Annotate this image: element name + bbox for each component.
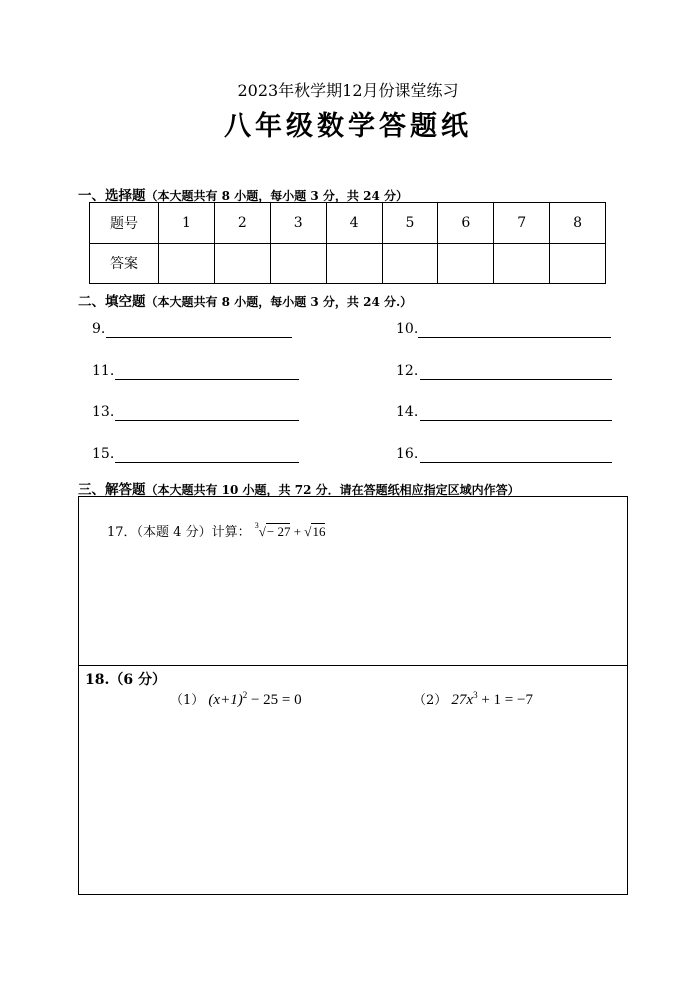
answer-area-frame[interactable] xyxy=(78,496,628,895)
question-number-cell: 1 xyxy=(159,203,215,244)
answer-line-15[interactable] xyxy=(115,462,299,463)
row-header-number: 题号 xyxy=(90,203,159,244)
blank-label-14: 14. xyxy=(396,404,419,420)
section-2-title: 二、填空题 xyxy=(78,294,146,310)
section-1-heading xyxy=(78,184,408,204)
part-1-term: (x+1) xyxy=(208,692,243,708)
part-2-rest: + 1 = −7 xyxy=(477,692,533,708)
section-3-title: 三、解答题 xyxy=(78,482,146,498)
answer-line-14[interactable] xyxy=(420,420,612,421)
answer-grid xyxy=(89,202,606,284)
section-3-heading xyxy=(78,478,520,498)
plus-sign: + xyxy=(293,524,302,539)
part-2-term: 27x xyxy=(451,692,474,708)
question-17-expression xyxy=(254,521,326,539)
answer-cell[interactable] xyxy=(494,243,550,284)
answer-line-12[interactable] xyxy=(420,379,612,380)
blank-label-12: 12. xyxy=(396,363,419,379)
answer-cell[interactable] xyxy=(550,243,606,284)
blank-label-9: 9. xyxy=(92,321,106,337)
part-2-exponent: 3 xyxy=(473,690,478,700)
section-2-heading xyxy=(78,290,412,310)
page-title: 八年级数学答题纸 xyxy=(224,111,472,142)
cube-root-body: − 27 xyxy=(266,524,291,539)
answer-line-16[interactable] xyxy=(420,462,612,463)
question-18-part-2 xyxy=(413,689,533,709)
section-1-title: 一、选择题 xyxy=(78,188,146,204)
blank-label-15: 15. xyxy=(92,446,115,462)
blank-label-13: 13. xyxy=(92,404,115,420)
radical-sign-icon: √ xyxy=(258,524,266,539)
blank-label-10: 10. xyxy=(396,321,419,337)
answer-cell[interactable] xyxy=(326,243,382,284)
part-2-label: （2） xyxy=(413,693,448,708)
answer-line-9[interactable] xyxy=(106,337,292,338)
question-number-cell: 3 xyxy=(270,203,326,244)
answer-row xyxy=(90,243,606,284)
part-1-exponent: 2 xyxy=(242,690,248,700)
exam-subtitle: 2023年秋学期12月份课堂练习 xyxy=(237,81,459,100)
question-number-row xyxy=(90,203,606,244)
section-1-note: （本大题共有 8 小题，每小题 3 分，共 24 分） xyxy=(145,189,408,203)
answer-cell[interactable] xyxy=(159,243,215,284)
row-header-answer: 答案 xyxy=(90,243,159,284)
question-18-part-1 xyxy=(170,689,302,709)
blank-label-16: 16. xyxy=(396,446,419,462)
blank-label-11: 11. xyxy=(92,363,115,379)
question-number-cell: 6 xyxy=(438,203,494,244)
question-number-cell: 5 xyxy=(382,203,438,244)
part-1-expression xyxy=(208,692,301,708)
radical-sign-icon: √ xyxy=(304,524,312,539)
cube-root-index: 3 xyxy=(254,521,259,530)
answer-area-divider xyxy=(78,665,628,666)
answer-cell[interactable] xyxy=(438,243,494,284)
question-18-label: 18.（6 分） xyxy=(85,672,166,688)
part-1-label: （1） xyxy=(170,693,205,708)
question-number-cell: 8 xyxy=(550,203,606,244)
section-3-note: （本大题共有 10 小题，共 72 分．请在答题纸相应指定区域内作答） xyxy=(145,483,520,497)
question-number-cell: 2 xyxy=(214,203,270,244)
square-root-body: 16 xyxy=(312,524,326,539)
question-number-cell: 7 xyxy=(494,203,550,244)
answer-cell[interactable] xyxy=(382,243,438,284)
section-2-note: （本大题共有 8 小题，每小题 3 分，共 24 分.） xyxy=(145,295,413,309)
question-17-label: 17．（本题 4 分）计算： xyxy=(107,525,251,540)
answer-cell[interactable] xyxy=(270,243,326,284)
part-1-rest: − 25 = 0 xyxy=(247,692,302,708)
answer-cell[interactable] xyxy=(214,243,270,284)
answer-line-11[interactable] xyxy=(115,379,299,380)
question-number-cell: 4 xyxy=(326,203,382,244)
answer-line-10[interactable] xyxy=(418,337,611,338)
answer-line-13[interactable] xyxy=(115,420,299,421)
part-2-expression xyxy=(451,692,533,708)
question-17 xyxy=(107,521,325,540)
